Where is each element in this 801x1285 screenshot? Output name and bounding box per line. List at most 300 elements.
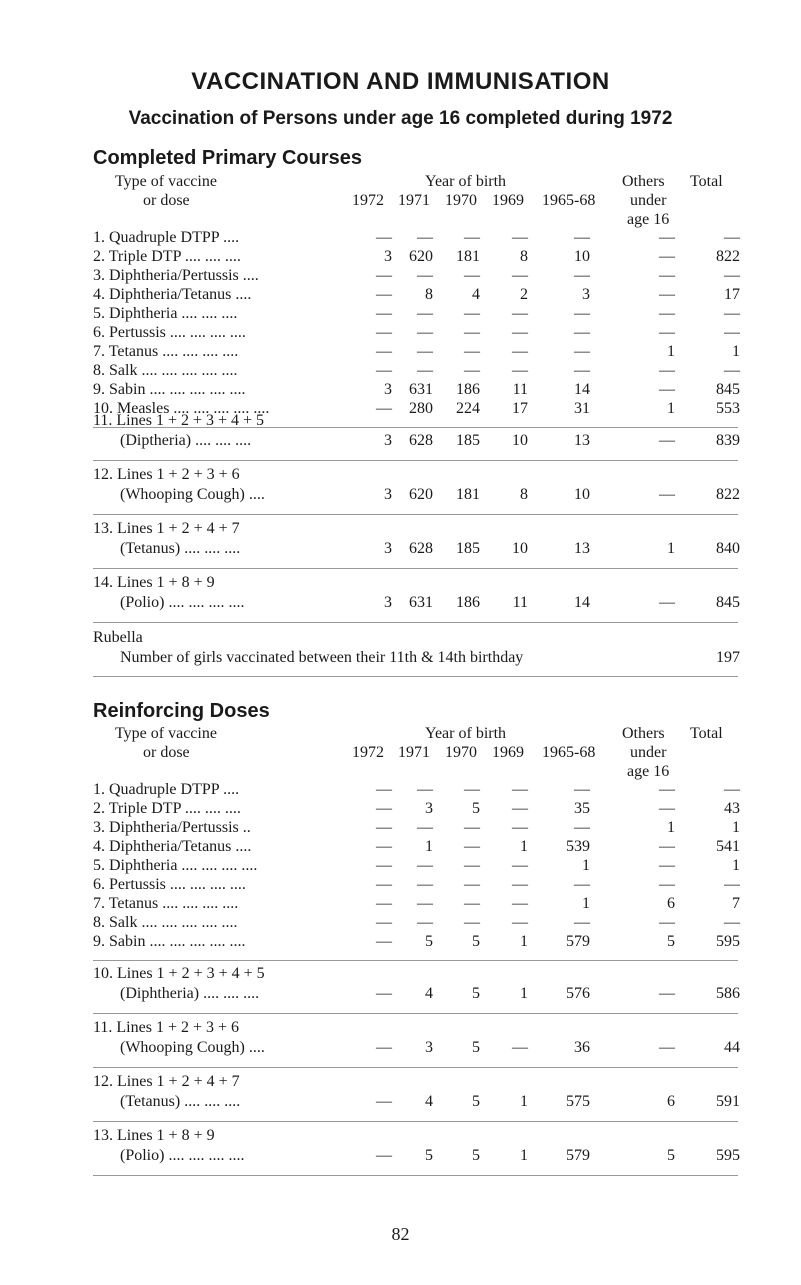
cell-col-1972: — (376, 895, 392, 912)
cell-col-others: — (659, 838, 675, 855)
group-label: 10. Lines 1 + 2 + 3 + 4 + 5 (93, 965, 265, 982)
cell-col-1965-68: 10 (574, 248, 590, 265)
cell-col-others: 5 (667, 1147, 675, 1164)
row-label: 8. Salk .... .... .... .... .... (93, 362, 238, 379)
group-rule (93, 568, 738, 569)
cell-col-others: 1 (667, 819, 675, 836)
cell-col-1970: — (464, 781, 480, 798)
cell-col-total: — (724, 914, 740, 931)
page-title: VACCINATION AND IMMUNISATION (191, 68, 610, 95)
primary-col-total: Total (690, 173, 723, 190)
cell-col-1970: 181 (456, 486, 480, 503)
group-rule (93, 514, 738, 515)
cell-col-1965-68: — (574, 819, 590, 836)
primary-yob-header: Year of birth (425, 173, 507, 190)
cell-col-others: — (659, 362, 675, 379)
primary-col-others-2: under (630, 192, 667, 209)
page-number: 82 (391, 1224, 410, 1244)
cell-col-total: 595 (716, 933, 740, 950)
reinforcing-col-1969: 1969 (492, 744, 524, 761)
cell-col-1971: — (417, 857, 433, 874)
cell-col-1969: — (512, 229, 528, 246)
reinforcing-col-1972: 1972 (352, 744, 384, 761)
cell-col-1969: — (512, 895, 528, 912)
cell-col-total: — (724, 305, 740, 322)
cell-col-1972: — (376, 305, 392, 322)
primary-type-header-2: or dose (143, 192, 190, 209)
group-label: 12. Lines 1 + 2 + 3 + 6 (93, 466, 240, 483)
cell-col-others: — (659, 914, 675, 931)
cell-col-others: — (659, 286, 675, 303)
cell-col-others: — (659, 432, 675, 449)
cell-col-1972: — (376, 1039, 392, 1056)
cell-col-others: 6 (667, 895, 675, 912)
cell-col-1970: — (464, 819, 480, 836)
section-rule (93, 960, 738, 961)
table-row (0, 343, 801, 362)
cell-col-1970: — (464, 343, 480, 360)
reinforcing-type-header: Type of vaccine (115, 725, 217, 742)
group-row-values (0, 540, 801, 559)
cell-col-1972: — (376, 267, 392, 284)
group-row-values (0, 985, 801, 1004)
cell-col-1970: 186 (456, 381, 480, 398)
cell-col-total: 845 (716, 594, 740, 611)
reinforcing-type-header-2: or dose (143, 744, 190, 761)
primary-col-1965-68: 1965-68 (542, 192, 596, 209)
cell-col-1965-68: 1 (582, 857, 590, 874)
cell-col-others: — (659, 985, 675, 1002)
group-label: 13. Lines 1 + 2 + 4 + 7 (93, 520, 240, 537)
row-label: 1. Quadruple DTPP .... (93, 781, 240, 798)
cell-col-others: — (659, 324, 675, 341)
cell-col-1965-68: 579 (566, 933, 590, 950)
cell-col-1970: 4 (472, 286, 480, 303)
cell-col-others: — (659, 305, 675, 322)
cell-col-1969: — (512, 267, 528, 284)
cell-col-1965-68: 539 (566, 838, 590, 855)
cell-col-1972: — (376, 400, 392, 417)
group-row-values (0, 594, 801, 613)
cell-col-1970: — (464, 914, 480, 931)
cell-col-total: — (724, 781, 740, 798)
row-label: 5. Diphtheria .... .... .... (93, 305, 238, 322)
cell-col-1971: — (417, 343, 433, 360)
cell-col-1969: 11 (512, 381, 528, 398)
row-label: 3. Diphtheria/Pertussis .... (93, 267, 259, 284)
rubella-value: 197 (716, 649, 740, 666)
table-row (0, 876, 801, 895)
cell-col-1970: 5 (472, 933, 480, 950)
cell-col-1965-68: — (574, 324, 590, 341)
group-row (0, 965, 801, 984)
cell-col-1972: — (376, 914, 392, 931)
row-label: 9. Sabin .... .... .... .... .... (93, 381, 246, 398)
cell-col-1965-68: 13 (574, 540, 590, 557)
cell-col-1969: 11 (512, 594, 528, 611)
cell-col-others: — (659, 800, 675, 817)
cell-col-total: 839 (716, 432, 740, 449)
group-sublabel: (Whooping Cough) .... (120, 486, 265, 503)
cell-col-1971: 628 (409, 540, 433, 557)
cell-col-1969: 1 (520, 1093, 528, 1110)
cell-col-1972: — (376, 343, 392, 360)
cell-col-total: 586 (716, 985, 740, 1002)
cell-col-1972: — (376, 1147, 392, 1164)
cell-col-1970: 224 (456, 400, 480, 417)
group-sublabel: (Polio) .... .... .... .... (120, 1147, 245, 1164)
cell-col-1972: 3 (384, 432, 392, 449)
table-row (0, 781, 801, 800)
group-rule (93, 1121, 738, 1122)
cell-col-1971: — (417, 895, 433, 912)
reinforcing-yob-header: Year of birth (425, 725, 507, 742)
cell-col-1970: 186 (456, 594, 480, 611)
primary-col-1972: 1972 (352, 192, 384, 209)
cell-col-others: — (659, 381, 675, 398)
cell-col-1965-68: 14 (574, 381, 590, 398)
reinforcing-col-total: Total (690, 725, 723, 742)
cell-col-others: — (659, 594, 675, 611)
group-label: 11. Lines 1 + 2 + 3 + 6 (93, 1019, 240, 1036)
cell-col-others: — (659, 781, 675, 798)
cell-col-1965-68: — (574, 305, 590, 322)
cell-col-1970: — (464, 324, 480, 341)
row-label: 4. Diphtheria/Tetanus .... (93, 286, 252, 303)
cell-col-total: 1 (732, 857, 740, 874)
cell-col-1970: — (464, 305, 480, 322)
cell-col-1970: 5 (472, 800, 480, 817)
cell-col-others: — (659, 248, 675, 265)
cell-col-1972: — (376, 985, 392, 1002)
cell-col-1969: — (512, 819, 528, 836)
cell-col-total: — (724, 267, 740, 284)
group-label: 11. Lines 1 + 2 + 3 + 4 + 5 (93, 412, 265, 429)
row-label: 2. Triple DTP .... .... .... (93, 800, 241, 817)
reinforcing-col-1971: 1971 (398, 744, 430, 761)
cell-col-1969: 2 (520, 286, 528, 303)
cell-col-1969: — (512, 1039, 528, 1056)
cell-col-total: 43 (724, 800, 740, 817)
cell-col-1965-68: — (574, 229, 590, 246)
cell-col-total: — (724, 229, 740, 246)
cell-col-1965-68: 35 (574, 800, 590, 817)
cell-col-total: 17 (724, 286, 740, 303)
group-rule (93, 1013, 738, 1014)
table-row (0, 819, 801, 838)
group-sublabel: (Tetanus) .... .... .... (120, 1093, 241, 1110)
primary-col-others: Others (622, 173, 665, 190)
group-row-values (0, 1147, 801, 1166)
table-row (0, 933, 801, 952)
group-sublabel: (Diptheria) .... .... .... (120, 432, 252, 449)
primary-col-others-3: age 16 (627, 211, 670, 228)
row-label: 2. Triple DTP .... .... .... (93, 248, 241, 265)
cell-col-1965-68: 14 (574, 594, 590, 611)
table-row (0, 324, 801, 343)
cell-col-1965-68: — (574, 267, 590, 284)
reinforcing-heading: Reinforcing Doses (93, 700, 270, 722)
row-label: 8. Salk .... .... .... .... .... (93, 914, 238, 931)
cell-col-1971: 631 (409, 594, 433, 611)
cell-col-total: 591 (716, 1093, 740, 1110)
cell-col-1971: 4 (425, 985, 433, 1002)
cell-col-1965-68: 579 (566, 1147, 590, 1164)
table-row (0, 838, 801, 857)
cell-col-1965-68: — (574, 781, 590, 798)
cell-col-others: — (659, 229, 675, 246)
cell-col-1971: — (417, 305, 433, 322)
cell-col-1971: 628 (409, 432, 433, 449)
cell-col-1969: — (512, 362, 528, 379)
group-row (0, 1073, 801, 1092)
primary-col-1970: 1970 (445, 192, 477, 209)
row-label: 3. Diphtheria/Pertussis .. (93, 819, 251, 836)
rubella-heading: Rubella (93, 629, 143, 646)
cell-col-1969: — (512, 324, 528, 341)
cell-col-1965-68: 31 (574, 400, 590, 417)
cell-col-total: — (724, 876, 740, 893)
table-row (0, 229, 801, 248)
reinforcing-col-others-3: age 16 (627, 763, 670, 780)
cell-col-1969: 8 (520, 486, 528, 503)
cell-col-total: — (724, 362, 740, 379)
cell-col-1970: 185 (456, 540, 480, 557)
cell-col-1971: 4 (425, 1093, 433, 1110)
cell-col-1969: 10 (512, 432, 528, 449)
cell-col-1971: — (417, 781, 433, 798)
cell-col-1971: 620 (409, 486, 433, 503)
group-row (0, 466, 801, 485)
table-row (0, 381, 801, 400)
group-row-values (0, 486, 801, 505)
cell-col-total: 1 (732, 819, 740, 836)
table-row (0, 286, 801, 305)
cell-col-1965-68: — (574, 343, 590, 360)
cell-col-total: — (724, 324, 740, 341)
cell-col-1971: 3 (425, 1039, 433, 1056)
cell-col-1972: — (376, 324, 392, 341)
cell-col-1970: — (464, 267, 480, 284)
cell-col-1971: — (417, 267, 433, 284)
cell-col-1969: 1 (520, 838, 528, 855)
table-row (0, 248, 801, 267)
cell-col-1965-68: 3 (582, 286, 590, 303)
cell-col-1972: 3 (384, 381, 392, 398)
cell-col-1972: — (376, 1093, 392, 1110)
cell-col-1971: 5 (425, 1147, 433, 1164)
cell-col-total: 541 (716, 838, 740, 855)
primary-type-header: Type of vaccine (115, 173, 217, 190)
cell-col-1971: 631 (409, 381, 433, 398)
cell-col-1965-68: — (574, 362, 590, 379)
primary-heading: Completed Primary Courses (93, 147, 362, 169)
table-row (0, 800, 801, 819)
cell-col-1972: — (376, 819, 392, 836)
cell-col-1969: 1 (520, 933, 528, 950)
cell-col-1965-68: 36 (574, 1039, 590, 1056)
cell-col-others: — (659, 876, 675, 893)
group-row (0, 1127, 801, 1146)
cell-col-1970: 5 (472, 1147, 480, 1164)
group-rule (93, 460, 738, 461)
cell-col-others: — (659, 486, 675, 503)
cell-col-others: — (659, 267, 675, 284)
row-label: 6. Pertussis .... .... .... .... (93, 324, 246, 341)
group-row (0, 574, 801, 593)
cell-col-1969: — (512, 857, 528, 874)
group-row (0, 1019, 801, 1038)
primary-col-1969: 1969 (492, 192, 524, 209)
cell-col-1971: — (417, 229, 433, 246)
reinforcing-col-1970: 1970 (445, 744, 477, 761)
group-row (0, 412, 801, 431)
group-sublabel: (Diphtheria) .... .... .... (120, 985, 260, 1002)
row-label: 9. Sabin .... .... .... .... .... (93, 933, 246, 950)
group-row-values (0, 432, 801, 451)
reinforcing-col-1965-68: 1965-68 (542, 744, 596, 761)
table-row (0, 914, 801, 933)
cell-col-1971: 280 (409, 400, 433, 417)
page-subtitle: Vaccination of Persons under age 16 completed during 1972 (128, 108, 673, 129)
cell-col-1969: 17 (512, 400, 528, 417)
cell-col-1972: — (376, 362, 392, 379)
cell-col-1972: — (376, 800, 392, 817)
cell-col-1970: — (464, 895, 480, 912)
cell-col-1965-68: 576 (566, 985, 590, 1002)
cell-col-1972: 3 (384, 540, 392, 557)
cell-col-1971: 3 (425, 800, 433, 817)
reinforcing-col-others: Others (622, 725, 665, 742)
cell-col-1969: 10 (512, 540, 528, 557)
cell-col-1972: — (376, 286, 392, 303)
cell-col-1972: 3 (384, 486, 392, 503)
row-label: 5. Diphtheria .... .... .... .... (93, 857, 258, 874)
cell-col-1970: 5 (472, 985, 480, 1002)
cell-col-others: 6 (667, 1093, 675, 1110)
rubella-text: Number of girls vaccinated between their 11th & 14th birthday (120, 649, 524, 666)
table-row (0, 362, 801, 381)
table-row (0, 895, 801, 914)
cell-col-1970: — (464, 362, 480, 379)
cell-col-1971: 1 (425, 838, 433, 855)
cell-col-others: — (659, 857, 675, 874)
row-label: 6. Pertussis .... .... .... .... (93, 876, 246, 893)
cell-col-1970: — (464, 857, 480, 874)
cell-col-1972: — (376, 229, 392, 246)
table-row (0, 857, 801, 876)
group-label: 13. Lines 1 + 8 + 9 (93, 1127, 215, 1144)
cell-col-others: 1 (667, 540, 675, 557)
group-sublabel: (Whooping Cough) .... (120, 1039, 265, 1056)
cell-col-1970: 5 (472, 1093, 480, 1110)
cell-col-1970: 185 (456, 432, 480, 449)
cell-col-total: 595 (716, 1147, 740, 1164)
cell-col-total: 1 (732, 343, 740, 360)
cell-col-1972: 3 (384, 594, 392, 611)
cell-col-1970: 5 (472, 1039, 480, 1056)
cell-col-1965-68: — (574, 914, 590, 931)
cell-col-1971: — (417, 876, 433, 893)
cell-col-others: 5 (667, 933, 675, 950)
group-sublabel: (Tetanus) .... .... .... (120, 540, 241, 557)
group-row (0, 520, 801, 539)
cell-col-1970: — (464, 838, 480, 855)
cell-col-1972: — (376, 876, 392, 893)
group-label: 14. Lines 1 + 8 + 9 (93, 574, 215, 591)
cell-col-total: 553 (716, 400, 740, 417)
cell-col-1971: — (417, 324, 433, 341)
cell-col-1970: — (464, 876, 480, 893)
cell-col-1972: — (376, 838, 392, 855)
cell-col-1969: — (512, 876, 528, 893)
cell-col-1969: 8 (520, 248, 528, 265)
cell-col-1969: — (512, 305, 528, 322)
group-sublabel: (Polio) .... .... .... .... (120, 594, 245, 611)
cell-col-total: 7 (732, 895, 740, 912)
cell-col-1972: — (376, 857, 392, 874)
cell-col-1969: — (512, 914, 528, 931)
reinforcing-col-others-2: under (630, 744, 667, 761)
cell-col-others: — (659, 1039, 675, 1056)
group-rule (93, 1067, 738, 1068)
cell-col-1965-68: 1 (582, 895, 590, 912)
cell-col-1965-68: — (574, 876, 590, 893)
cell-col-1971: — (417, 819, 433, 836)
cell-col-1969: 1 (520, 985, 528, 1002)
cell-col-1971: 620 (409, 248, 433, 265)
cell-col-1972: — (376, 933, 392, 950)
cell-col-total: 840 (716, 540, 740, 557)
cell-col-1969: — (512, 800, 528, 817)
cell-col-1969: — (512, 781, 528, 798)
group-rule (93, 1175, 738, 1176)
row-label: 1. Quadruple DTPP .... (93, 229, 240, 246)
cell-col-1970: 181 (456, 248, 480, 265)
cell-col-total: 822 (716, 486, 740, 503)
cell-col-1971: — (417, 362, 433, 379)
cell-col-1965-68: 13 (574, 432, 590, 449)
cell-col-1965-68: 10 (574, 486, 590, 503)
cell-col-others: 1 (667, 400, 675, 417)
table-row (0, 305, 801, 324)
cell-col-1971: 5 (425, 933, 433, 950)
group-label: 12. Lines 1 + 2 + 4 + 7 (93, 1073, 240, 1090)
cell-col-1971: — (417, 914, 433, 931)
row-label: 10. Measles .... .... .... .... .... (93, 400, 270, 417)
group-rule (93, 622, 738, 623)
group-row-values (0, 1039, 801, 1058)
cell-col-total: 845 (716, 381, 740, 398)
cell-col-total: 44 (724, 1039, 740, 1056)
cell-col-1969: — (512, 343, 528, 360)
cell-col-1972: 3 (384, 248, 392, 265)
row-label: 4. Diphtheria/Tetanus .... (93, 838, 252, 855)
table-row (0, 267, 801, 286)
cell-col-1970: — (464, 229, 480, 246)
row-label: 7. Tetanus .... .... .... .... (93, 343, 239, 360)
cell-col-1969: 1 (520, 1147, 528, 1164)
cell-col-1971: 8 (425, 286, 433, 303)
primary-col-1971: 1971 (398, 192, 430, 209)
group-row-values (0, 1093, 801, 1112)
row-label: 7. Tetanus .... .... .... .... (93, 895, 239, 912)
cell-col-total: 822 (716, 248, 740, 265)
cell-col-1965-68: 575 (566, 1093, 590, 1110)
cell-col-others: 1 (667, 343, 675, 360)
rubella-rule (93, 676, 738, 677)
cell-col-1972: — (376, 781, 392, 798)
